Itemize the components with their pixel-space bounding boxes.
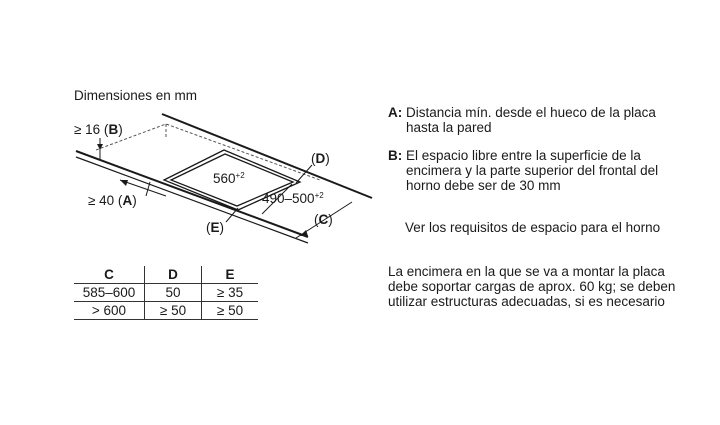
table-cell: > 600 xyxy=(74,302,145,320)
label-b: ≥ 16 (B) xyxy=(74,122,123,137)
note-b xyxy=(388,148,688,193)
label-width: $560^{+2}$ xyxy=(213,171,245,186)
label-a: ≥ 40 (A) xyxy=(88,193,137,208)
table-header-c: C xyxy=(74,266,145,284)
load-note: La encimera en la que se va a montar la placa debe soportar cargas de aprox. 60 kg; se deben utilizar estructuras adecuadas, si es necesario xyxy=(388,264,676,309)
e-leader xyxy=(226,208,238,222)
label-c: (C) xyxy=(314,212,333,227)
table-row xyxy=(74,302,258,320)
table-cell: 50 xyxy=(145,284,202,302)
note-b-text: El espacio libre entre la superficie de la encimera y la parte superior del frontal del horno debe ser de 30 mm xyxy=(406,148,659,193)
table-header-e: E xyxy=(202,266,259,284)
note-a-key: A: xyxy=(388,105,403,120)
worktop-back-edge xyxy=(162,114,372,198)
note-a-text: Distancia mín. desde el hueco de la placa hasta la pared xyxy=(406,105,656,135)
table-row xyxy=(74,284,258,302)
label-depth: $490-500^{+2}$ xyxy=(262,191,324,206)
note-a xyxy=(388,105,688,135)
diagram-title: Dimensiones en mm xyxy=(74,88,198,103)
table-cell: ≥ 50 xyxy=(202,302,259,320)
dimension-table xyxy=(74,266,258,320)
label-d: (D) xyxy=(311,151,330,166)
oven-reference-note: Ver los requisitos de espacio para el horno xyxy=(405,220,661,235)
table-cell: ≥ 50 xyxy=(145,302,202,320)
note-b-key: B: xyxy=(388,148,403,163)
table-header-d: D xyxy=(145,266,202,284)
label-e: (E) xyxy=(206,220,225,235)
a-arrow-head xyxy=(120,180,128,186)
table-cell: ≥ 35 xyxy=(202,284,259,302)
table-cell: 585–600 xyxy=(74,284,145,302)
